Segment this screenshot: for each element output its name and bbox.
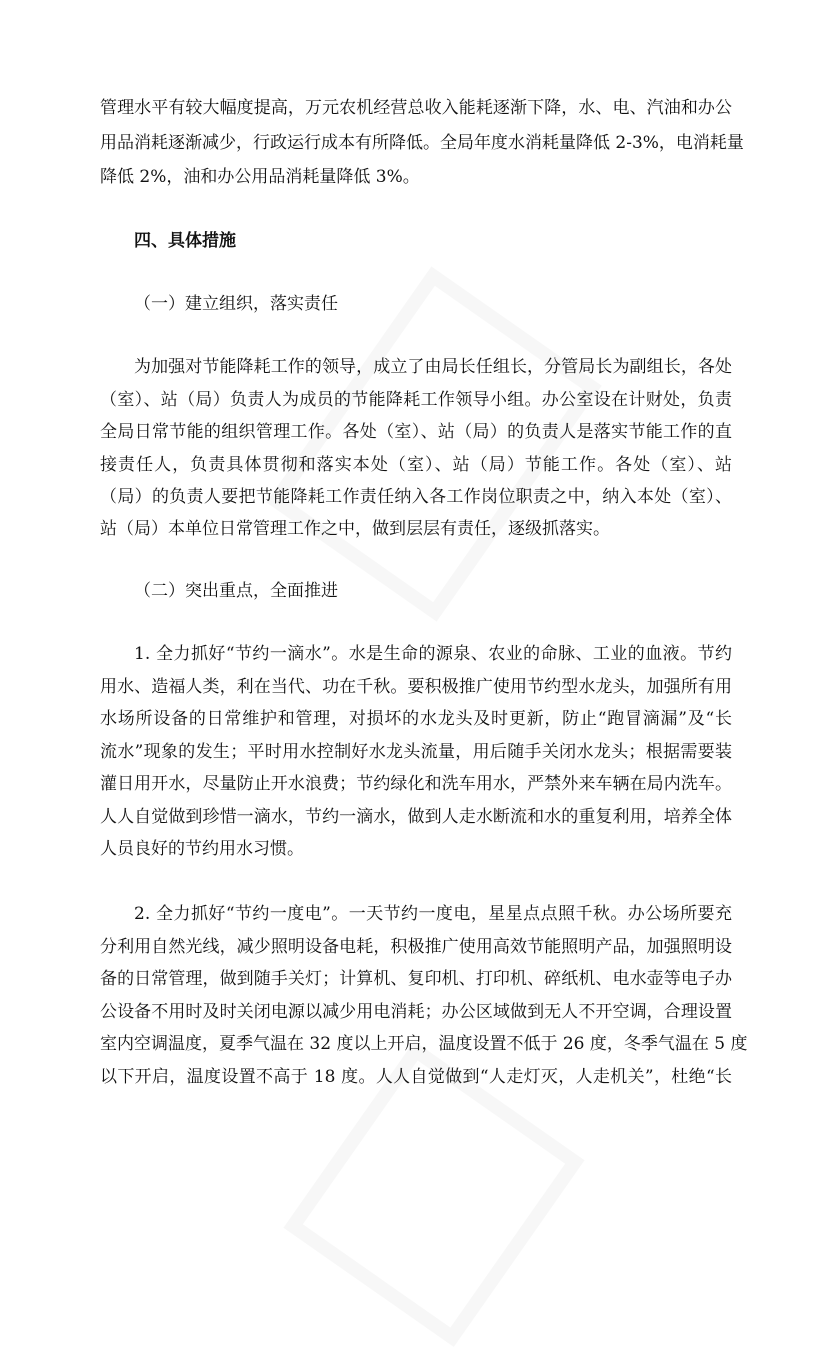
text-line: 用品消耗逐渐减少，行政运行成本有所降低。全局年度水消耗量降低 2-3%，电消耗量 (100, 133, 744, 153)
text-line: 公设备不用时及时关闭电源以减少用电消耗；办公区域做到无人不开空调，合理设置 (100, 1002, 732, 1022)
section-heading: 四、具体措施 (134, 231, 236, 251)
text-line: 人人自觉做到珍惜一滴水，节约一滴水，做到人走水断流和水的重复利用，培养全体 (100, 807, 732, 827)
text-line: 水场所设备的日常维护和管理，对损坏的水龙头及时更新，防止“跑冒滴漏”及“长 (100, 709, 732, 729)
text-line: 全局日常节能的组织管理工作。各处（室）、站（局）的负责人是落实节能工作的直 (100, 422, 732, 442)
text-line: 1. 全力抓好“节约一滴水”。水是生命的源泉、农业的命脉、工业的血液。节约 (134, 644, 732, 664)
subsection-heading: （二）突出重点，全面推进 (134, 581, 338, 601)
text-line: 降低 2%，油和办公用品消耗量降低 3%。 (100, 167, 420, 187)
watermark (266, 266, 602, 621)
text-line: 管理水平有较大幅度提高，万元农机经营总收入能耗逐渐下降，水、电、汽油和办公 (100, 98, 732, 118)
text-line: 室内空调温度，夏季气温在 32 度以上开启，温度设置不低于 26 度，冬季气温在 5 度 (100, 1034, 748, 1054)
text-line: 用水、造福人类，利在当代、功在千秋。要积极推广使用节约型水龙头，加强所有用 (100, 677, 732, 697)
text-line: 站（局）本单位日常管理工作之中，做到层层有责任，逐级抓落实。 (100, 519, 610, 539)
text-line: 接责任人，负责具体贯彻和落实本处（室）、站（局）节能工作。各处（室）、站 (100, 455, 732, 475)
text-line: （局）的负责人要把节能降耗工作责任纳入各工作岗位职责之中，纳入本处（室）、 (100, 487, 732, 507)
text-line: 分利用自然光线，减少照明设备电耗，积极推广使用高效节能照明产品，加强照明设 (100, 937, 732, 957)
text-line: 备的日常管理，做到随手关灯；计算机、复印机、打印机、碎纸机、电水壶等电子办 (100, 969, 732, 989)
text-line: 灌日用开水，尽量防止开水浪费；节约绿化和洗车用水，严禁外来车辆在局内洗车。 (100, 774, 732, 794)
text-line: （室）、站（局）负责人为成员的节能降耗工作领导小组。办公室设在计财处，负责 (100, 390, 732, 410)
text-line: 流水”现象的发生；平时用水控制好水龙头流量，用后随手关闭水龙头；根据需要装 (100, 742, 732, 762)
text-line: 为加强对节能降耗工作的领导，成立了由局长任组长，分管局长为副组长，各处 (134, 357, 732, 377)
text-line: 以下开启，温度设置不高于 18 度。人人自觉做到“人走灯灭，人走机关”，杜绝“长 (100, 1067, 732, 1087)
subsection-heading: （一）建立组织，落实责任 (134, 294, 338, 314)
text-line: 人员良好的节约用水习惯。 (100, 839, 304, 859)
text-line: 2. 全力抓好“节约一度电”。一天节约一度电，星星点点照千秋。办公场所要充 (134, 904, 732, 924)
